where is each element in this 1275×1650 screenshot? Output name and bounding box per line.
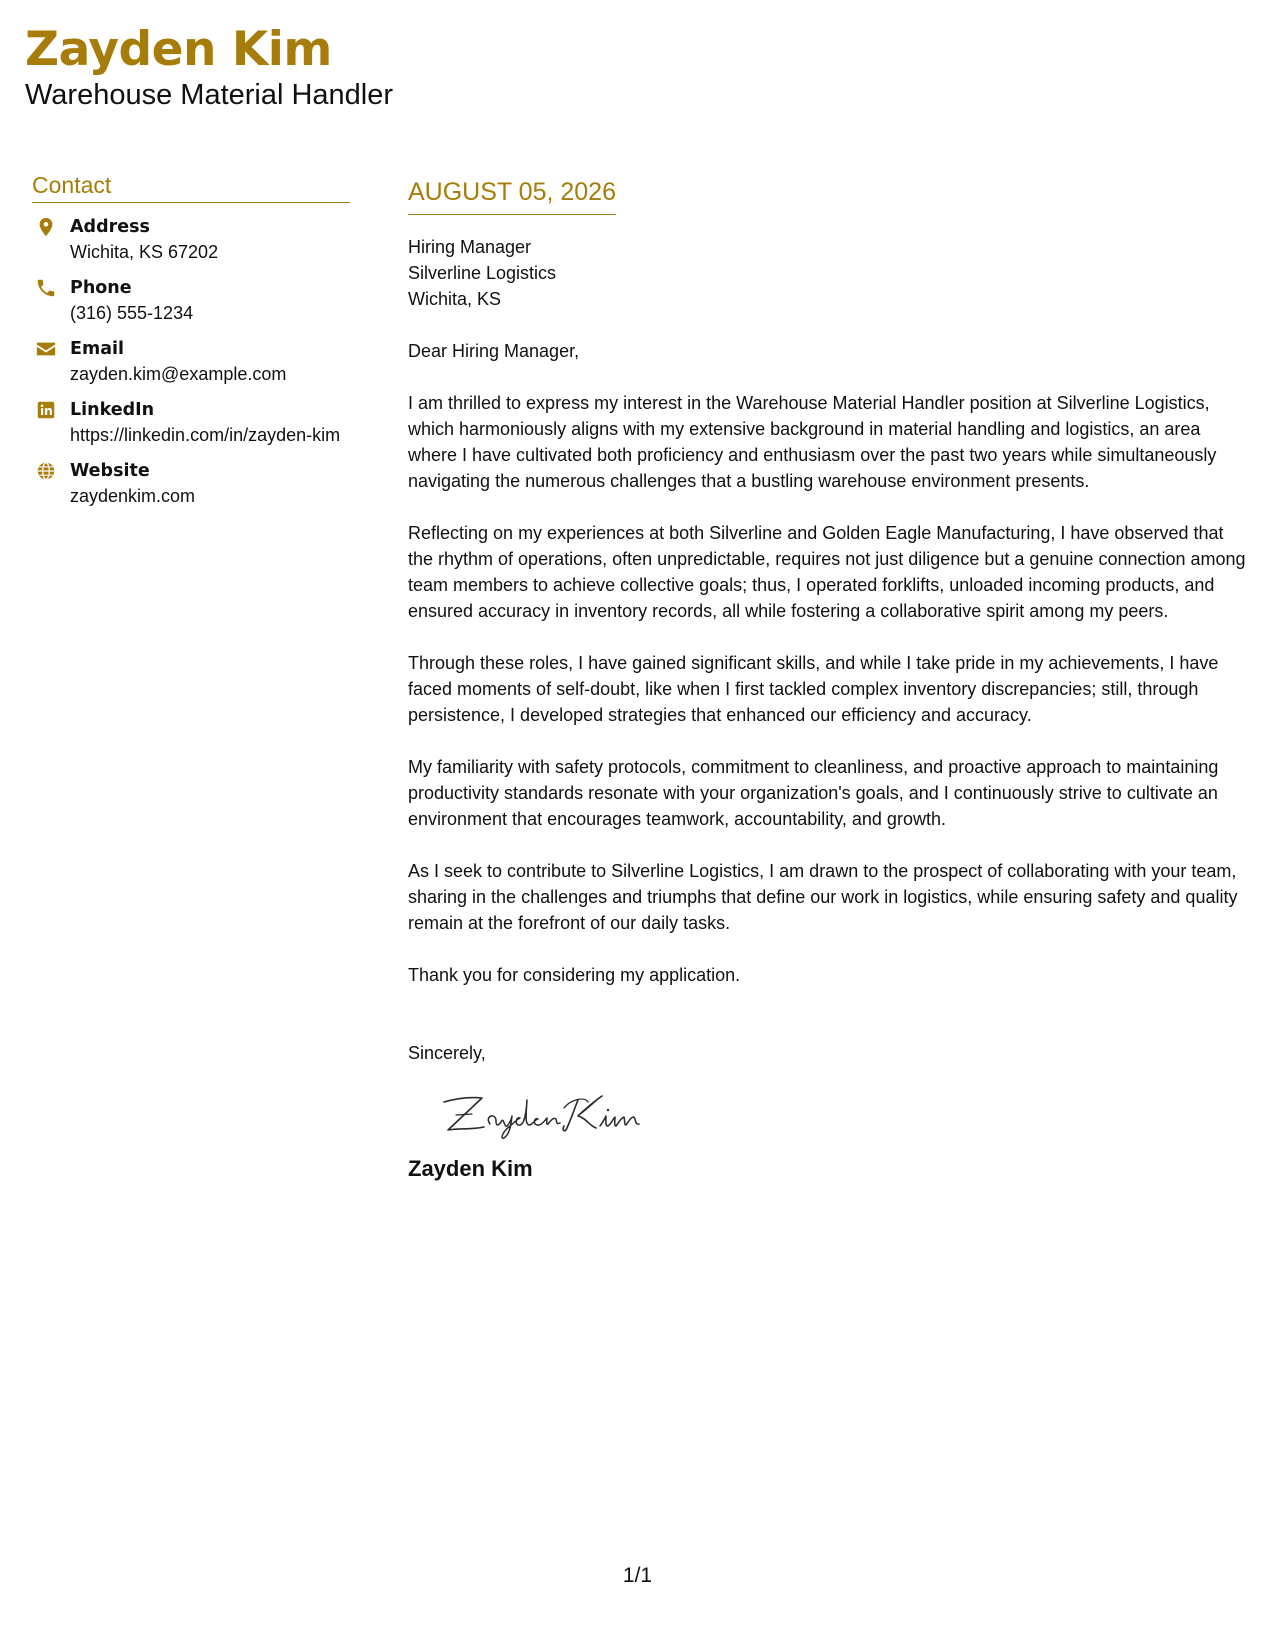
contact-item-linkedin (32, 398, 350, 448)
body-paragraph: Through these roles, I have gained significant skills, and while I take pride in my achievements, I have faced moments of self-doubt, like when I first tackled complex inventory discrepancies; still, through persistence, I developed strategies that enhanced our efficiency and accuracy. (408, 653, 1219, 725)
contact-label: Address (70, 217, 150, 237)
letter-body (408, 178, 1253, 1182)
contact-heading: Contact (32, 172, 350, 203)
body-paragraph: I am thrilled to express my interest in the Warehouse Material Handler position at Silverline Logistics, which harmoniously aligns with my extensive background in material handling and logistics, an area where I have cultivated both proficiency and enthusiasm over the past two years while simultaneously navigating the numerous challenges that a bustling warehouse environment presents. (408, 393, 1217, 491)
contact-value: Wichita, KS 67202 (70, 242, 219, 262)
contact-item-website (32, 459, 350, 509)
recipient-line: Hiring Manager (408, 237, 532, 257)
closing: Sincerely, (408, 1043, 486, 1063)
letter-date: AUGUST 05, 2026 (408, 178, 616, 215)
applicant-name: Zayden Kim (25, 22, 332, 77)
body-paragraph: Reflecting on my experiences at both Silverline and Golden Eagle Manufacturing, I have observed that the rhythm of operations, often unpredictable, requires not just diligence but a genuine connection among team members to achieve collective goals; thus, I operated forklifts, unloaded incoming products, and ensured accuracy in inventory records, all while fostering a collaborative spirit among my peers. (408, 523, 1246, 621)
recipient-line: Wichita, KS (408, 289, 502, 309)
globe-icon (35, 460, 57, 482)
contact-item-phone (32, 276, 350, 326)
phone-icon (35, 277, 57, 299)
letter-header (25, 24, 393, 112)
body-paragraph: My familiarity with safety protocols, commitment to cleanliness, and proactive approach to maintaining productivity standards resonate with your organization's goals, and I continuously strive to cultivate an environment that encourages teamwork, accountability, and growth. (408, 757, 1219, 829)
contact-label: Phone (70, 278, 132, 298)
body-paragraph: As I seek to contribute to Silverline Logistics, I am drawn to the prospect of collaborating with your team, sharing in the challenges and triumphs that define our work in logistics, while ensuring safety and quality remain at the forefront of our daily tasks. (408, 861, 1238, 933)
applicant-job-title: Warehouse Material Handler (25, 78, 394, 111)
contact-label: LinkedIn (70, 400, 155, 420)
contact-value[interactable]: zaydenkim.com (70, 486, 196, 506)
body-paragraph: Thank you for considering my application. (408, 965, 741, 985)
recipient-block (408, 234, 1253, 312)
salutation: Dear Hiring Manager, (408, 341, 580, 361)
contact-label: Email (70, 339, 124, 359)
contact-item-email (32, 337, 350, 387)
recipient-line: Silverline Logistics (408, 263, 557, 283)
contact-value[interactable]: zayden.kim@example.com (70, 364, 287, 384)
handwritten-signature (438, 1086, 658, 1142)
signer-name: Zayden Kim (408, 1156, 533, 1181)
contact-label: Website (70, 461, 150, 481)
contact-value[interactable]: https://linkedin.com/in/zayden-kim (70, 425, 341, 445)
page-number: 1/1 (622, 1564, 653, 1587)
contact-sidebar (32, 172, 350, 520)
contact-item-address (32, 215, 350, 265)
contact-value[interactable]: (316) 555-1234 (70, 303, 194, 323)
linkedin-icon (35, 399, 57, 421)
envelope-icon (35, 338, 57, 360)
map-pin-icon (35, 216, 57, 238)
